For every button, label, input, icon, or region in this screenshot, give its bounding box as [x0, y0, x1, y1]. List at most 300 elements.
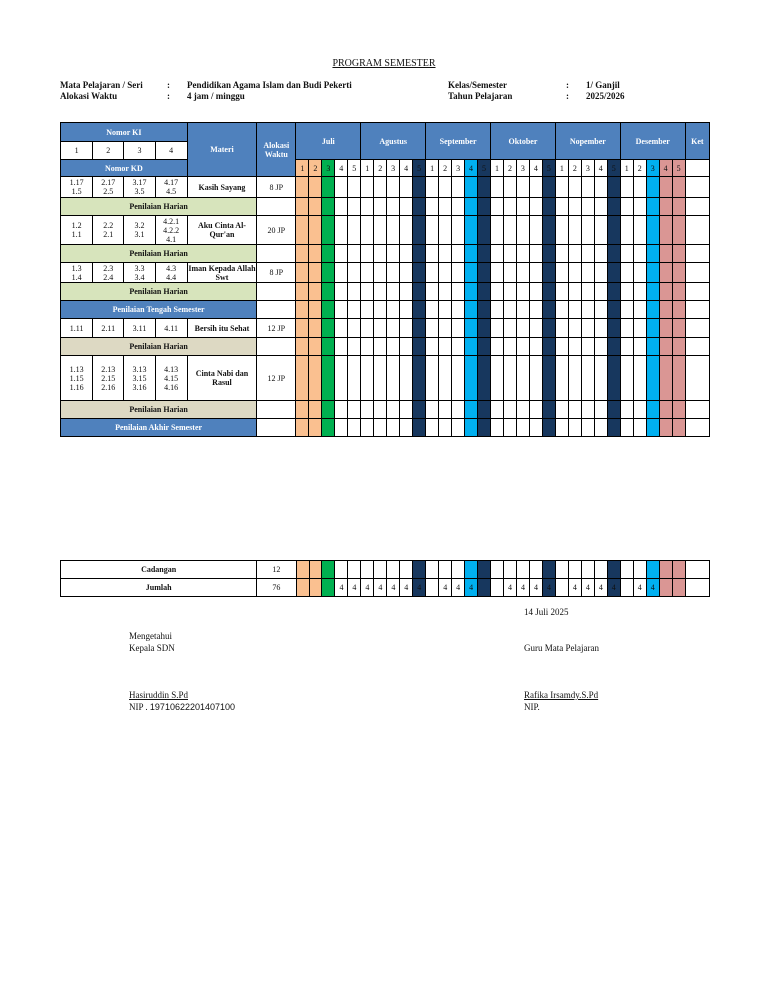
- week-cell: [309, 338, 322, 356]
- week-cell: [542, 301, 555, 319]
- kd-cell: 2.13 2.15 2.16: [93, 356, 124, 401]
- week-cell: [335, 356, 348, 401]
- week-cell: [361, 245, 374, 263]
- week-cell: [659, 216, 672, 245]
- week-cell: [452, 263, 465, 283]
- ket-cell: [685, 216, 709, 245]
- week-cell: [542, 356, 555, 401]
- week-cell: [478, 216, 491, 245]
- week-number: 2: [633, 160, 646, 177]
- week-cell: [555, 356, 568, 401]
- week-cell: [387, 419, 400, 437]
- ket-cell: [685, 301, 709, 319]
- week-cell: [672, 283, 685, 301]
- kd-cell: 4.11: [155, 319, 187, 338]
- jumlah-week-cell: [322, 579, 335, 597]
- week-cell: [322, 301, 335, 319]
- week-cell: [426, 356, 439, 401]
- week-cell: [309, 216, 322, 245]
- nomor-ki-header: Nomor KI: [61, 123, 188, 142]
- week-cell: [348, 319, 361, 338]
- week-number: 2: [374, 160, 387, 177]
- week-cell: [646, 419, 659, 437]
- week-number: 5: [413, 160, 426, 177]
- week-cell: [387, 356, 400, 401]
- week-cell: [387, 401, 400, 419]
- week-cell: [516, 283, 529, 301]
- penilaian-row: [61, 301, 710, 319]
- week-cell: [478, 177, 491, 198]
- week-cell: [478, 283, 491, 301]
- week-cell: [542, 177, 555, 198]
- week-cell: [633, 401, 646, 419]
- week-cell: [620, 561, 633, 579]
- week-cell: [503, 245, 516, 263]
- week-cell: [361, 561, 374, 579]
- week-cell: [400, 401, 413, 419]
- week-number: 3: [452, 160, 465, 177]
- alokasi-cell: [257, 338, 296, 356]
- ket-cell: [685, 561, 709, 579]
- week-cell: [594, 419, 607, 437]
- week-cell: [309, 356, 322, 401]
- week-cell: [594, 401, 607, 419]
- summary-table: [60, 560, 710, 597]
- week-number: 5: [542, 160, 555, 177]
- week-cell: [348, 263, 361, 283]
- week-cell: [516, 301, 529, 319]
- week-number: 3: [646, 160, 659, 177]
- week-cell: [361, 198, 374, 216]
- materi-cell: Bersih itu Sehat: [187, 319, 256, 338]
- week-cell: [400, 216, 413, 245]
- week-cell: [478, 419, 491, 437]
- meta-right-colons: [566, 80, 569, 102]
- week-cell: [348, 216, 361, 245]
- jumlah-week-cell: 4: [348, 579, 361, 597]
- week-cell: [387, 301, 400, 319]
- materi-row: [61, 319, 710, 338]
- week-cell: [504, 561, 517, 579]
- week-cell: [620, 301, 633, 319]
- alokasi-cell: 12 JP: [257, 356, 296, 401]
- alokasi-cell: 8 JP: [257, 263, 296, 283]
- teacher-nip: NIP.: [524, 702, 540, 712]
- week-cell: [478, 319, 491, 338]
- jumlah-week-cell: 4: [374, 579, 387, 597]
- week-cell: [594, 301, 607, 319]
- jumlah-week-cell: 4: [594, 579, 607, 597]
- week-cell: [542, 401, 555, 419]
- week-number: 1: [426, 160, 439, 177]
- cadangan-label: Cadangan: [61, 561, 257, 579]
- ket-cell: [685, 198, 709, 216]
- week-cell: [322, 319, 335, 338]
- week-cell: [439, 356, 452, 401]
- week-cell: [374, 561, 387, 579]
- week-cell: [465, 301, 478, 319]
- jumlah-row: [61, 579, 710, 597]
- week-cell: [491, 419, 504, 437]
- week-cell: [529, 401, 542, 419]
- week-cell: [594, 198, 607, 216]
- week-cell: [439, 401, 452, 419]
- week-number: 3: [387, 160, 400, 177]
- week-cell: [452, 177, 465, 198]
- week-cell: [503, 263, 516, 283]
- week-cell: [426, 561, 439, 579]
- page-title: PROGRAM SEMESTER: [332, 58, 436, 69]
- week-cell: [452, 283, 465, 301]
- ki-number: 1: [61, 142, 93, 160]
- week-cell: [413, 198, 426, 216]
- week-cell: [439, 177, 452, 198]
- week-cell: [335, 401, 348, 419]
- week-cell: [491, 283, 504, 301]
- week-cell: [296, 301, 309, 319]
- week-cell: [672, 319, 685, 338]
- week-cell: [400, 283, 413, 301]
- week-cell: [452, 301, 465, 319]
- week-number: 4: [400, 160, 413, 177]
- week-cell: [426, 401, 439, 419]
- week-cell: [633, 283, 646, 301]
- week-cell: [426, 263, 439, 283]
- week-cell: [322, 561, 335, 579]
- week-cell: [516, 338, 529, 356]
- week-cell: [309, 198, 322, 216]
- week-cell: [581, 301, 594, 319]
- week-cell: [529, 283, 542, 301]
- week-cell: [607, 177, 620, 198]
- month-header: Desember: [620, 123, 685, 160]
- week-cell: [555, 216, 568, 245]
- week-cell: [672, 216, 685, 245]
- week-cell: [594, 245, 607, 263]
- week-cell: [607, 263, 620, 283]
- week-cell: [465, 401, 478, 419]
- week-cell: [659, 177, 672, 198]
- week-cell: [555, 283, 568, 301]
- week-cell: [413, 356, 426, 401]
- week-cell: [542, 263, 555, 283]
- week-cell: [452, 216, 465, 245]
- materi-row: [61, 177, 710, 198]
- week-number: 2: [503, 160, 516, 177]
- week-cell: [568, 561, 581, 579]
- jumlah-label: Jumlah: [61, 579, 257, 597]
- signature-right-name: [524, 689, 598, 713]
- week-cell: [465, 419, 478, 437]
- week-cell: [374, 177, 387, 198]
- week-cell: [491, 319, 504, 338]
- week-cell: [452, 245, 465, 263]
- week-cell: [594, 177, 607, 198]
- week-cell: [374, 319, 387, 338]
- week-cell: [517, 561, 530, 579]
- week-cell: [620, 319, 633, 338]
- week-cell: [478, 301, 491, 319]
- kd-cell: 3.17 3.5: [124, 177, 155, 198]
- week-cell: [594, 356, 607, 401]
- ket-cell: [685, 177, 709, 198]
- week-cell: [633, 561, 646, 579]
- jumlah-week-cell: 4: [517, 579, 530, 597]
- kd-cell: 3.11: [124, 319, 155, 338]
- week-cell: [581, 245, 594, 263]
- week-cell: [374, 198, 387, 216]
- jumlah-week-cell: 4: [361, 579, 374, 597]
- week-cell: [348, 198, 361, 216]
- month-header: Juli: [296, 123, 361, 160]
- principal-label: Kepala SDN: [129, 643, 175, 653]
- teacher-title: Guru Mata Pelajaran: [524, 643, 599, 653]
- ket-cell: [685, 319, 709, 338]
- cadangan-row: [61, 561, 710, 579]
- week-cell: [452, 356, 465, 401]
- week-cell: [465, 263, 478, 283]
- jumlah-week-cell: [672, 579, 685, 597]
- week-cell: [439, 283, 452, 301]
- year-label: Tahun Pelajaran: [448, 91, 513, 101]
- week-cell: [452, 401, 465, 419]
- teacher-name: Rafika Irsamdy.S.Pd: [524, 690, 599, 700]
- week-cell: [335, 301, 348, 319]
- week-cell: [361, 263, 374, 283]
- subject-label: Mata Pelajaran / Seri: [60, 80, 143, 90]
- week-number: 4: [659, 160, 672, 177]
- signature-date: 14 Juli 2025: [524, 607, 569, 617]
- kd-cell: 3.3 3.4: [124, 263, 155, 283]
- week-cell: [568, 301, 581, 319]
- week-cell: [646, 338, 659, 356]
- ket-cell: [685, 419, 709, 437]
- week-cell: [335, 263, 348, 283]
- week-cell: [335, 338, 348, 356]
- ket-cell: [685, 245, 709, 263]
- ki-number: 2: [93, 142, 124, 160]
- jumlah-week-cell: [555, 579, 568, 597]
- alokasi-cell: 20 JP: [257, 216, 296, 245]
- week-cell: [516, 319, 529, 338]
- week-number: 3: [581, 160, 594, 177]
- week-cell: [607, 283, 620, 301]
- week-cell: [542, 319, 555, 338]
- class-value: 1/ Ganjil: [586, 80, 620, 90]
- week-cell: [620, 419, 633, 437]
- week-cell: [335, 419, 348, 437]
- jumlah-week-cell: [478, 579, 491, 597]
- week-number: 4: [335, 160, 348, 177]
- penilaian-row: [61, 283, 710, 301]
- week-cell: [672, 401, 685, 419]
- week-cell: [620, 198, 633, 216]
- week-cell: [478, 198, 491, 216]
- week-cell: [374, 283, 387, 301]
- week-cell: [465, 283, 478, 301]
- week-cell: [491, 301, 504, 319]
- week-cell: [309, 401, 322, 419]
- week-cell: [361, 419, 374, 437]
- week-cell: [374, 301, 387, 319]
- kd-cell: 1.11: [61, 319, 93, 338]
- week-cell: [529, 216, 542, 245]
- week-cell: [348, 338, 361, 356]
- week-cell: [503, 356, 516, 401]
- week-number: 5: [478, 160, 491, 177]
- meta-right-values: [586, 80, 625, 102]
- week-cell: [594, 561, 607, 579]
- week-cell: [620, 245, 633, 263]
- jumlah-week-cell: [491, 579, 504, 597]
- week-cell: [529, 356, 542, 401]
- week-cell: [672, 338, 685, 356]
- jumlah-week-cell: 4: [465, 579, 478, 597]
- jumlah-week-cell: [659, 579, 672, 597]
- week-cell: [400, 419, 413, 437]
- week-cell: [646, 561, 659, 579]
- penilaian-row: [61, 419, 710, 437]
- week-cell: [478, 338, 491, 356]
- week-cell: [296, 356, 309, 401]
- jumlah-week-cell: [296, 579, 309, 597]
- week-cell: [309, 283, 322, 301]
- week-cell: [478, 263, 491, 283]
- jumlah-week-cell: 4: [452, 579, 465, 597]
- jumlah-week-cell: 4: [413, 579, 426, 597]
- week-cell: [568, 216, 581, 245]
- colon: :: [566, 91, 569, 101]
- cadangan-value: 12: [257, 561, 296, 579]
- penilaian-label: Penilaian Harian: [61, 283, 257, 301]
- week-cell: [309, 561, 322, 579]
- week-cell: [672, 198, 685, 216]
- alokasi-cell: [257, 245, 296, 263]
- week-cell: [568, 263, 581, 283]
- week-cell: [426, 198, 439, 216]
- alokasi-cell: [257, 419, 296, 437]
- week-cell: [413, 401, 426, 419]
- jumlah-week-cell: [620, 579, 633, 597]
- week-cell: [478, 356, 491, 401]
- week-cell: [413, 283, 426, 301]
- week-cell: [335, 198, 348, 216]
- week-cell: [335, 245, 348, 263]
- week-cell: [607, 419, 620, 437]
- penilaian-label: Penilaian Harian: [61, 198, 257, 216]
- week-cell: [503, 401, 516, 419]
- week-cell: [555, 301, 568, 319]
- week-cell: [374, 263, 387, 283]
- week-cell: [581, 319, 594, 338]
- week-cell: [529, 263, 542, 283]
- week-cell: [413, 419, 426, 437]
- week-cell: [659, 198, 672, 216]
- week-cell: [529, 301, 542, 319]
- week-cell: [452, 561, 465, 579]
- week-cell: [503, 301, 516, 319]
- materi-cell: Iman Kepada Allah Swt: [188, 263, 256, 282]
- week-cell: [413, 301, 426, 319]
- week-cell: [568, 283, 581, 301]
- week-number: 4: [529, 160, 542, 177]
- kd-cell: 4.13 4.15 4.16: [155, 356, 187, 401]
- week-cell: [426, 283, 439, 301]
- materi-cell: Aku Cinta Al-Qur'an: [187, 216, 256, 245]
- week-cell: [491, 177, 504, 198]
- ki-number: 3: [124, 142, 155, 160]
- week-cell: [646, 245, 659, 263]
- week-cell: [568, 338, 581, 356]
- ket-cell: [685, 356, 709, 401]
- jumlah-week-cell: 4: [439, 579, 452, 597]
- week-cell: [374, 338, 387, 356]
- materi-row: [61, 216, 710, 245]
- month-header: Nopember: [555, 123, 620, 160]
- week-cell: [491, 245, 504, 263]
- week-cell: [542, 561, 555, 579]
- materi-cell: Kasih Sayang: [187, 177, 256, 198]
- week-cell: [387, 263, 400, 283]
- week-cell: [361, 301, 374, 319]
- week-cell: [361, 216, 374, 245]
- week-cell: [568, 356, 581, 401]
- week-cell: [646, 198, 659, 216]
- week-cell: [439, 263, 452, 283]
- week-cell: [516, 263, 529, 283]
- week-cell: [296, 561, 309, 579]
- week-cell: [491, 356, 504, 401]
- week-cell: [387, 561, 400, 579]
- week-cell: [361, 319, 374, 338]
- week-cell: [568, 177, 581, 198]
- week-cell: [296, 338, 309, 356]
- week-number: 1: [361, 160, 374, 177]
- week-cell: [478, 401, 491, 419]
- week-cell: [465, 177, 478, 198]
- week-cell: [633, 198, 646, 216]
- week-cell: [309, 245, 322, 263]
- week-cell: [452, 338, 465, 356]
- week-cell: [296, 177, 309, 198]
- week-cell: [296, 216, 309, 245]
- week-cell: [400, 561, 413, 579]
- week-cell: [322, 338, 335, 356]
- week-cell: [607, 198, 620, 216]
- week-cell: [672, 245, 685, 263]
- week-cell: [439, 301, 452, 319]
- week-cell: [491, 338, 504, 356]
- week-cell: [361, 401, 374, 419]
- week-cell: [426, 301, 439, 319]
- week-cell: [439, 216, 452, 245]
- week-cell: [361, 356, 374, 401]
- week-number: 2: [568, 160, 581, 177]
- jumlah-week-cell: 4: [607, 579, 620, 597]
- week-cell: [542, 245, 555, 263]
- week-cell: [672, 419, 685, 437]
- week-cell: [491, 401, 504, 419]
- week-cell: [426, 338, 439, 356]
- jumlah-week-cell: 4: [387, 579, 400, 597]
- kd-cell: 4.3 4.4: [155, 263, 187, 283]
- week-cell: [426, 319, 439, 338]
- week-cell: [529, 561, 542, 579]
- week-cell: [296, 245, 309, 263]
- meta-left-labels: [60, 80, 143, 102]
- week-cell: [387, 283, 400, 301]
- meta-left-values: [187, 80, 352, 102]
